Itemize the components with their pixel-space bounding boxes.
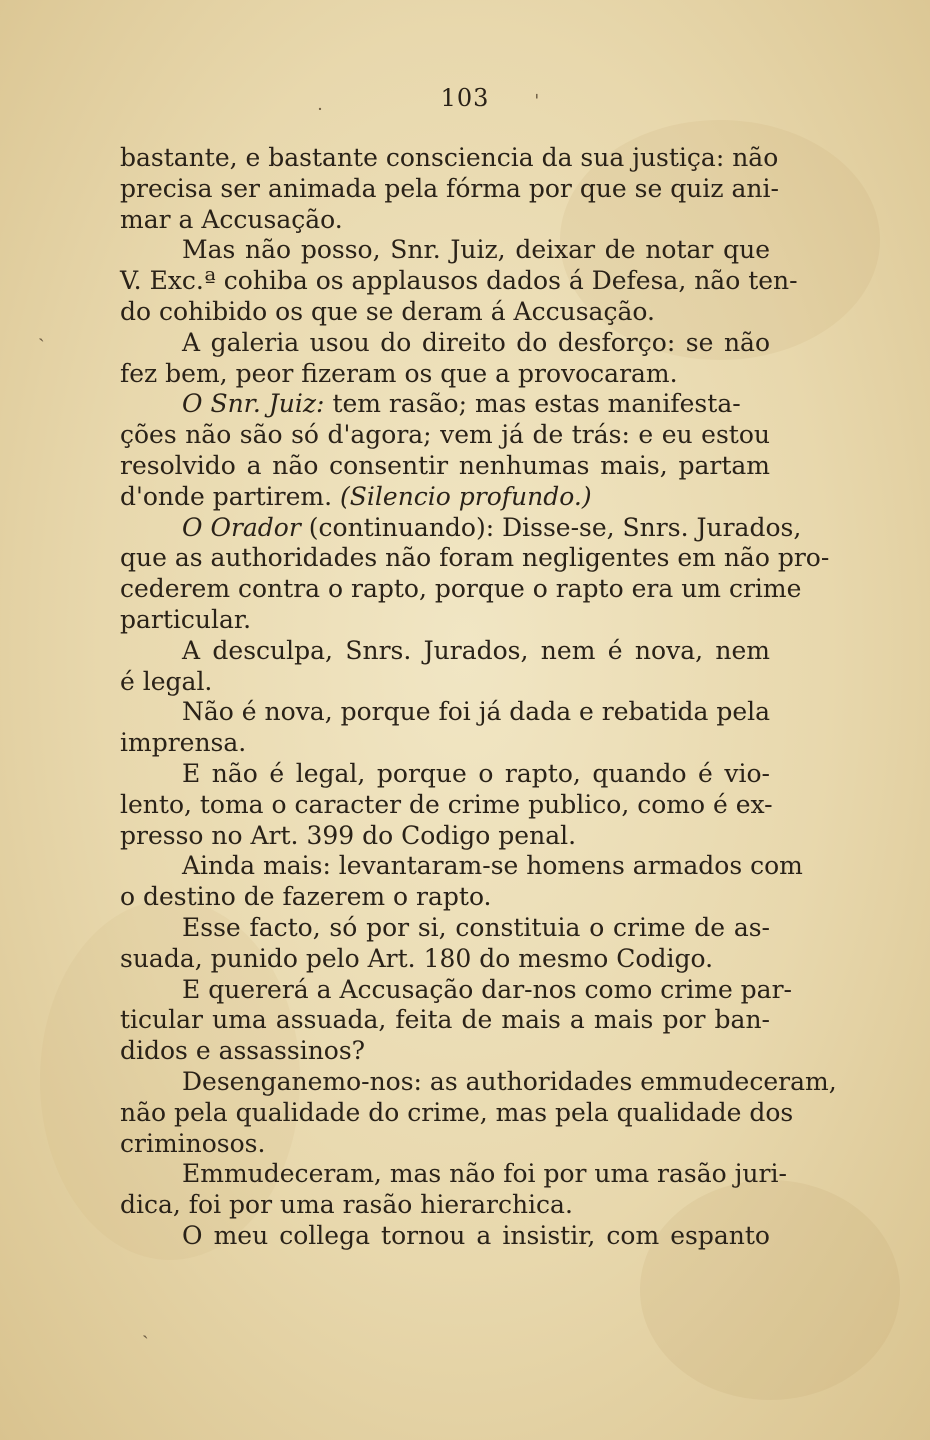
paragraph xyxy=(120,851,803,913)
paragraph xyxy=(120,1066,837,1159)
text-line: A galeria usou do direito do desforço: se não xyxy=(182,327,770,357)
text-line: V. Exc.ª cohiba os applausos dados á Defesa, não ten- xyxy=(120,266,798,296)
text-line: mar a Accusação. xyxy=(120,204,343,234)
text-line: do cohibido os que se deram á Accusação. xyxy=(120,296,655,326)
paragraph xyxy=(120,389,770,512)
text-line: Mas não posso, Snr. Juiz, deixar de notar que xyxy=(182,235,770,265)
paragraph xyxy=(120,913,770,975)
paragraph xyxy=(120,143,779,235)
text-line: bastante, e bastante consciencia da sua justiça: não xyxy=(120,143,779,172)
text-line: é legal. xyxy=(120,666,213,696)
paragraph xyxy=(120,328,770,390)
text-line: não pela qualidade do crime, mas pela qualidade dos xyxy=(120,1097,794,1127)
text-line: dica, foi por uma rasão hierarchica. xyxy=(120,1190,573,1220)
ink-speck: ˏ xyxy=(142,1315,149,1339)
text-line: Emmudeceram, mas não foi por uma rasão juri- xyxy=(182,1159,787,1189)
text-line: Ainda mais: levantaram-se homens armados com xyxy=(182,851,803,881)
stage-direction: (Silencio profundo.) xyxy=(340,481,592,511)
text-line: didos e assassinos? xyxy=(120,1036,366,1066)
paragraph xyxy=(120,1159,787,1221)
text-line: E quererá a Accusação dar-nos como crime par- xyxy=(182,974,792,1004)
text-line: A desculpa, Snrs. Jurados, nem é nova, nem xyxy=(182,635,770,665)
text-fragment: d'onde partirem. xyxy=(120,481,333,511)
text-line xyxy=(120,389,770,420)
text-line xyxy=(120,482,770,513)
text-line: suada, punido pelo Art. 180 do mesmo Codigo. xyxy=(120,943,714,973)
paragraph xyxy=(120,512,830,636)
text-line: particular. xyxy=(120,604,252,634)
paragraph xyxy=(120,636,770,698)
speaker-label: O Orador xyxy=(182,512,301,542)
text-line: Desenganemo-nos: as authoridades emmudeceram, xyxy=(182,1066,837,1096)
text-line xyxy=(120,512,802,544)
text-fragment: (continuando): Disse-se, Snrs. Jurados, xyxy=(308,512,802,542)
page-number: 103 xyxy=(440,84,490,112)
ink-speck: ˏ xyxy=(38,318,45,342)
paragraph xyxy=(120,974,792,1067)
ink-speck: ˈ xyxy=(534,90,540,114)
text-line: presso no Art. 399 do Codigo penal. xyxy=(120,820,577,850)
paragraph xyxy=(120,697,770,759)
text-line: lento, toma o caracter de crime publico, como é ex- xyxy=(120,789,773,819)
text-line: E não é legal, porque o rapto, quando é vio- xyxy=(182,758,770,788)
body-text xyxy=(120,143,837,1252)
text-line: fez bem, peor fizeram os que a provocaram. xyxy=(120,358,678,388)
text-line: precisa ser animada pela fórma por que se quiz ani- xyxy=(120,173,779,203)
paragraph xyxy=(120,235,798,327)
paragraph xyxy=(120,758,773,851)
text-line: que as authoridades não foram negligentes em não pro- xyxy=(120,543,830,573)
text-line: O meu collega tornou a insistir, com espanto xyxy=(182,1220,770,1250)
text-fragment: tem rasão; mas estas manifesta- xyxy=(332,389,741,419)
text-line: Não é nova, porque foi já dada e rebatida pela xyxy=(182,697,771,727)
text-line: Esse facto, só por si, constituia o crime de as- xyxy=(182,912,770,942)
paragraph xyxy=(120,1221,770,1252)
speaker-label: O Snr. Juiz: xyxy=(182,389,325,419)
text-line: cederem contra o rapto, porque o rapto era um crime xyxy=(120,574,802,604)
ink-speck: ˙ xyxy=(315,104,325,128)
text-line: criminosos. xyxy=(120,1128,266,1158)
text-line: resolvido a não consentir nenhumas mais, partam xyxy=(120,450,770,480)
text-line: ções não são só d'agora; vem já de trás: e eu estou xyxy=(120,420,770,450)
text-line: o destino de fazerem o rapto. xyxy=(120,882,492,912)
text-line: imprensa. xyxy=(120,728,247,758)
text-line: ticular uma assuada, feita de mais a mais por ban- xyxy=(120,1005,770,1035)
